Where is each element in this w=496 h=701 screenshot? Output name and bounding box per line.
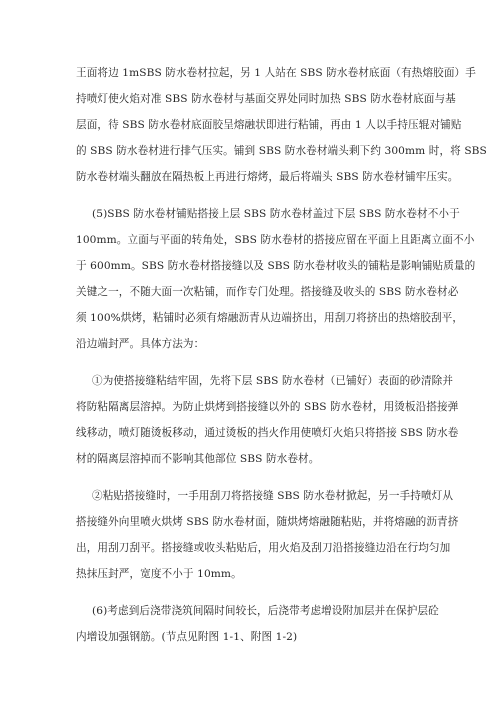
text-line: (5)SBS 防水卷材铺贴搭接上层 SBS 防水卷材盖过下层 SBS 防水卷材不小于 xyxy=(92,208,460,220)
text-line: 搭接缝外向里喷火烘烤 SBS 防水卷材面，随烘烤熔融随粘贴，并将熔融的沥青挤 xyxy=(76,516,459,528)
text-line: 关键之一，不随大面一次粘铺，而作专门处理。搭接缝及收头的 SBS 防水卷材必 xyxy=(76,286,459,298)
text-line: 材的隔离层溶掉而不影响其他部位 SBS 防水卷材。 xyxy=(76,453,320,465)
text-line: 出，用刮刀刮平。搭接缝或收头粘贴后，用火焰及刮刀沿搭接缝边沿在行均匀加 xyxy=(76,542,451,554)
text-line: 100mm。立面与平面的转角处，SBS 防水卷材的搭接应留在平面上且距离立面不小 xyxy=(76,234,475,246)
text-line: 持喷灯使火焰对准 SBS 防水卷材与基面交界处同时加热 SBS 防水卷材底面与基 xyxy=(76,93,456,105)
text-line: 王面将边 1mSBS 防水卷材拉起，另 1 人站在 SBS 防水卷材底面（有热熔胶面）手 xyxy=(76,67,476,79)
text-line: 线移动，喷灯随烫板移动，通过烫板的挡火作用使喷灯火焰只将搭接 SBS 防水卷 xyxy=(76,427,459,439)
text-line: ②粘贴搭接缝时，一手用刮刀将搭接缝 SBS 防水卷材掀起，另一手持喷灯从 xyxy=(92,490,454,502)
text-line: 内增设加强钢筋。(节点见附图 1-1、附图 1-2) xyxy=(76,631,298,643)
text-line: 防水卷材端头翻放在隔热板上再进行熔烤，最后将端头 SBS 防水卷材铺牢压实。 xyxy=(76,171,459,183)
text-line: 于 600mm。SBS 防水卷材搭接缝以及 SBS 防水卷材收头的铺粘是影响铺贴质量的 xyxy=(76,260,476,272)
text-line: (6)考虑到后浇带浇筑间隔时间较长，后浇带考虑增设附加层并在保护层砼 xyxy=(92,605,439,617)
text-line: ①为使搭接缝粘结牢固，先将下层 SBS 防水卷材（已铺好）表面的砂清除并 xyxy=(92,375,454,387)
text-line: 将防粘隔离层溶掉。为防止烘烤到搭接缝以外的 SBS 防水卷材，用烫板沿搭接弹 xyxy=(76,401,459,413)
text-line: 沿边端封严。具体方法为： xyxy=(76,338,205,350)
text-line: 热抹压封严，宽度不小于 10mm。 xyxy=(76,568,242,580)
text-line: 的 SBS 防水卷材进行排气压实。铺到 SBS 防水卷材端头剩下约 300mm 时，将 SBS xyxy=(76,145,487,157)
text-line: 须 100%烘烤，粘铺时必须有熔融沥青从边端挤出，用刮刀将挤出的热熔胶刮平， xyxy=(76,312,464,324)
text-line: 层面，待 SBS 防水卷材底面胶呈熔融状即进行粘铺，再由 1 人以手持压辊对铺贴 xyxy=(76,119,462,131)
